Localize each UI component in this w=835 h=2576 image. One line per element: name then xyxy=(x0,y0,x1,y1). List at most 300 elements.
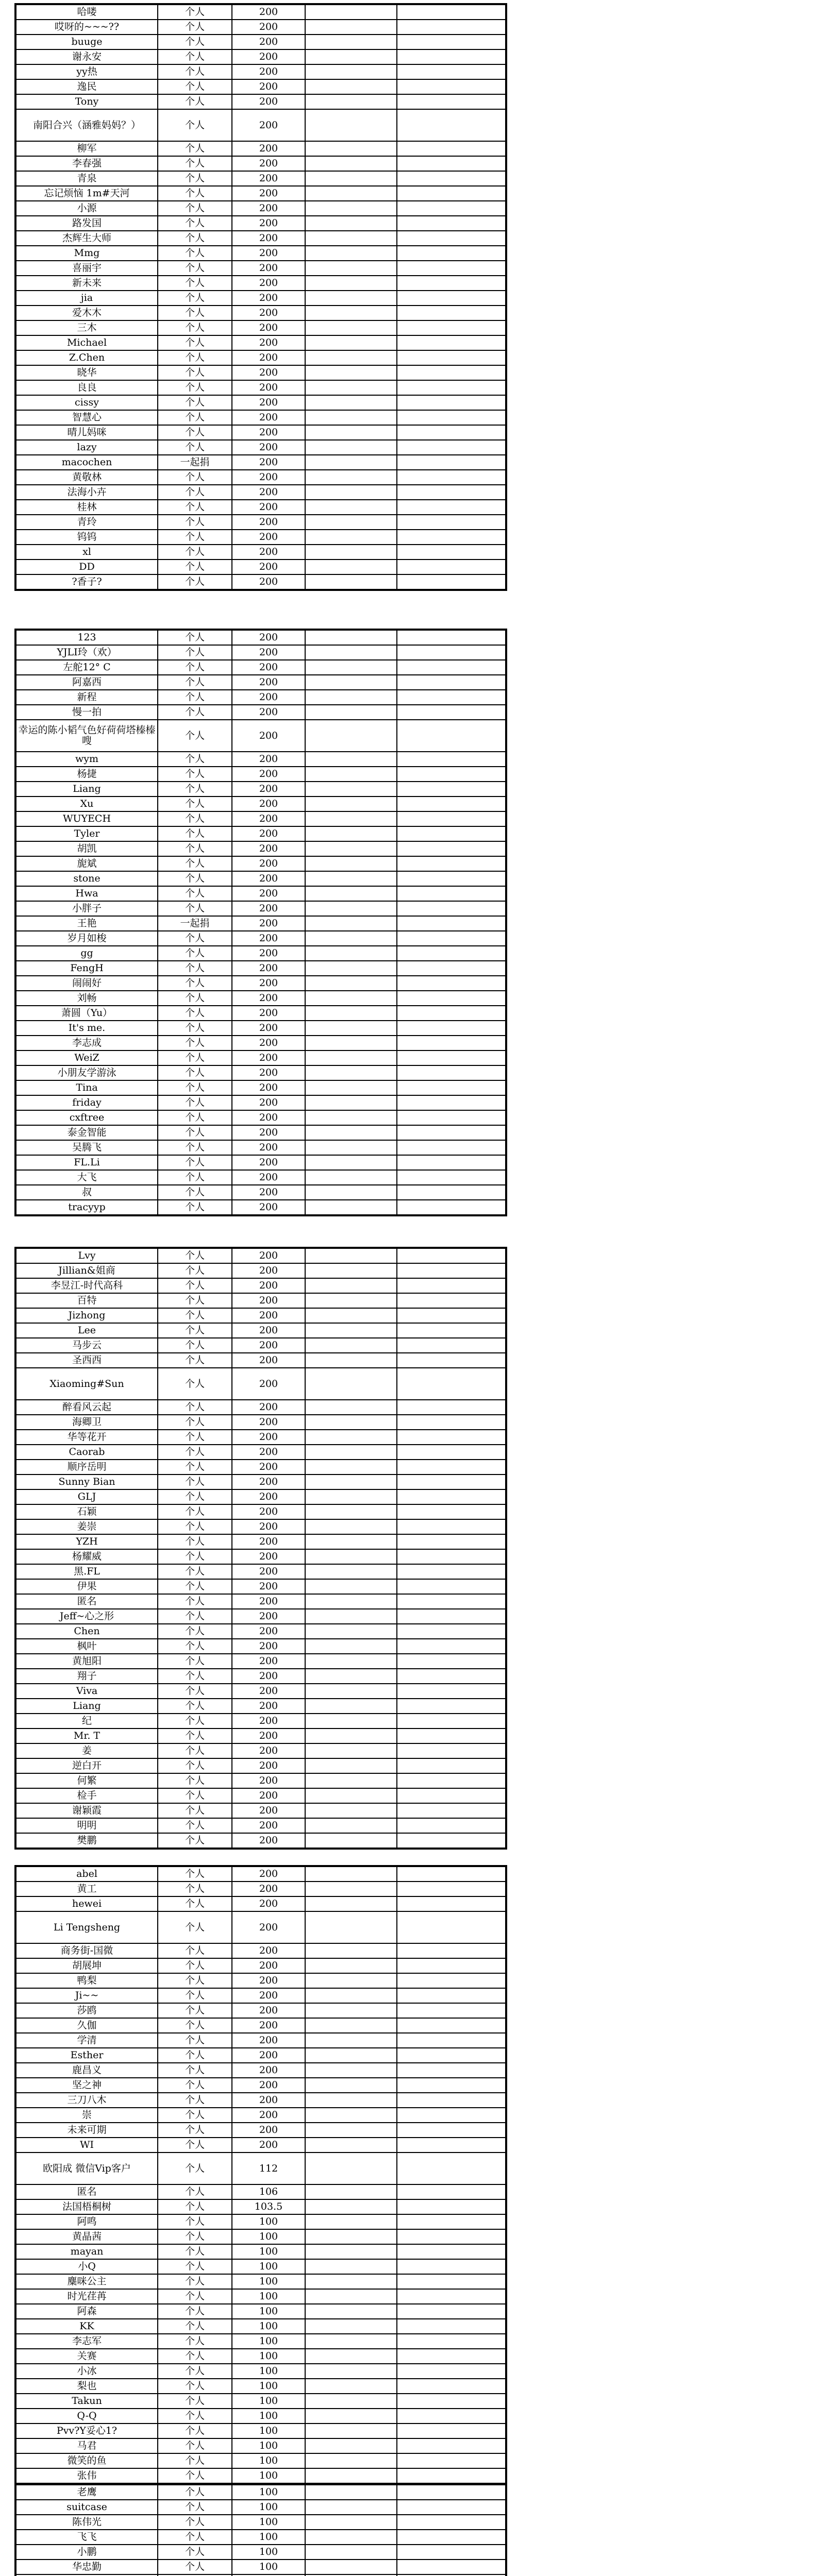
blank-cell xyxy=(305,1943,397,1958)
blank-cell xyxy=(397,246,506,261)
table-row xyxy=(15,1654,506,1669)
donor-name-cell: Jizhong xyxy=(15,1308,158,1323)
donor-name-cell: 晴儿妈咪 xyxy=(15,425,158,440)
donation-type-cell: 个人 xyxy=(158,675,232,690)
donor-name-cell: 何繁 xyxy=(15,1773,158,1788)
donation-type-cell: 个人 xyxy=(158,306,232,320)
amount-cell: 200 xyxy=(232,2123,305,2138)
donor-name-cell: 喜丽宇 xyxy=(15,261,158,276)
donation-type-cell: 个人 xyxy=(158,856,232,871)
amount-cell: 200 xyxy=(232,1050,305,1065)
donor-name-cell: 青泉 xyxy=(15,171,158,186)
blank-cell xyxy=(305,560,397,574)
amount-cell: 200 xyxy=(232,1833,305,1849)
donation-type-cell: 个人 xyxy=(158,380,232,395)
blank-cell xyxy=(397,2424,506,2438)
donor-name-cell: 杨捷 xyxy=(15,767,158,782)
donation-type-cell: 个人 xyxy=(158,796,232,811)
donation-table-2 xyxy=(14,629,507,1216)
table-row xyxy=(15,886,506,901)
blank-cell xyxy=(305,2093,397,2108)
donor-name-cell: 崇 xyxy=(15,2108,158,2123)
donor-name-cell: 姜崇 xyxy=(15,1519,158,1534)
blank-cell xyxy=(305,690,397,705)
blank-cell xyxy=(305,1818,397,1833)
donor-name-cell: 三刀八木 xyxy=(15,2093,158,2108)
blank-cell xyxy=(305,2259,397,2274)
table-row xyxy=(15,2319,506,2334)
blank-cell xyxy=(397,395,506,410)
blank-cell xyxy=(397,1293,506,1308)
donor-name-cell: 伊果 xyxy=(15,1579,158,1594)
blank-cell xyxy=(305,660,397,675)
amount-cell: 200 xyxy=(232,916,305,931)
blank-cell xyxy=(397,35,506,49)
blank-cell xyxy=(397,1050,506,1065)
table-row xyxy=(15,705,506,720)
blank-cell xyxy=(305,2304,397,2319)
donor-name-cell: Mmg xyxy=(15,246,158,261)
blank-cell xyxy=(305,306,397,320)
amount-cell: 200 xyxy=(232,470,305,485)
table-row xyxy=(15,500,506,515)
donation-type-cell: 个人 xyxy=(158,2453,232,2468)
donor-name-cell: Xiaoming#Sun xyxy=(15,1368,158,1400)
amount-cell: 200 xyxy=(232,886,305,901)
amount-cell: 200 xyxy=(232,1504,305,1519)
donation-type-cell: 个人 xyxy=(158,2334,232,2349)
donation-type-cell: 个人 xyxy=(158,335,232,350)
donor-name-cell: Viva xyxy=(15,1684,158,1699)
table-row xyxy=(15,1263,506,1278)
table-row xyxy=(15,841,506,856)
blank-cell xyxy=(397,931,506,946)
table-row xyxy=(15,2199,506,2214)
blank-cell xyxy=(305,991,397,1006)
blank-cell xyxy=(305,871,397,886)
donor-name-cell: 小朋友学游泳 xyxy=(15,1065,158,1080)
table-row xyxy=(15,1308,506,1323)
amount-cell: 100 xyxy=(232,2394,305,2409)
blank-cell xyxy=(305,1654,397,1669)
blank-cell xyxy=(397,916,506,931)
blank-cell xyxy=(397,306,506,320)
amount-cell: 200 xyxy=(232,485,305,500)
amount-cell: 200 xyxy=(232,1338,305,1353)
blank-cell xyxy=(397,1475,506,1489)
donation-type-cell: 个人 xyxy=(158,574,232,590)
donation-type-cell: 个人 xyxy=(158,276,232,291)
amount-cell: 100 xyxy=(232,2438,305,2453)
blank-cell xyxy=(305,2545,397,2560)
blank-cell xyxy=(397,1818,506,1833)
blank-cell xyxy=(397,455,506,470)
donor-name-cell: wym xyxy=(15,752,158,767)
donation-type-cell: 个人 xyxy=(158,4,232,20)
donor-name-cell: 萧圆（Yu） xyxy=(15,1006,158,1021)
donor-name-cell: 李志军 xyxy=(15,2334,158,2349)
donor-name-cell: 马君 xyxy=(15,2438,158,2453)
blank-cell xyxy=(397,1140,506,1155)
blank-cell xyxy=(305,1308,397,1323)
donor-name-cell: abel xyxy=(15,1866,158,1882)
amount-cell: 200 xyxy=(232,1911,305,1943)
donor-name-cell: 时光荏苒 xyxy=(15,2289,158,2304)
blank-cell xyxy=(397,2184,506,2199)
blank-cell xyxy=(397,365,506,380)
blank-cell xyxy=(397,20,506,35)
amount-cell: 200 xyxy=(232,1743,305,1758)
donation-type-cell: 个人 xyxy=(158,94,232,109)
amount-cell: 100 xyxy=(232,2319,305,2334)
blank-cell xyxy=(397,660,506,675)
donation-type-cell: 个人 xyxy=(158,1743,232,1758)
donor-name-cell: 小胖子 xyxy=(15,901,158,916)
donation-type-cell: 个人 xyxy=(158,1263,232,1278)
donor-name-cell: 石颖 xyxy=(15,1504,158,1519)
donor-name-cell: WUYECH xyxy=(15,811,158,826)
donor-name-cell: 小Q xyxy=(15,2259,158,2274)
donation-type-cell: 个人 xyxy=(158,1973,232,1988)
table-row xyxy=(15,1200,506,1215)
table-row xyxy=(15,560,506,574)
donation-type-cell: 个人 xyxy=(158,395,232,410)
donation-type-cell: 个人 xyxy=(158,1248,232,1263)
table-row xyxy=(15,2184,506,2199)
blank-cell xyxy=(305,1896,397,1911)
donation-type-cell: 个人 xyxy=(158,2304,232,2319)
donation-type-cell: 个人 xyxy=(158,2530,232,2545)
donation-type-cell: 个人 xyxy=(158,841,232,856)
table-row xyxy=(15,1155,506,1170)
blank-cell xyxy=(397,410,506,425)
amount-cell: 106 xyxy=(232,2184,305,2199)
blank-cell xyxy=(305,574,397,590)
blank-cell xyxy=(397,470,506,485)
blank-cell xyxy=(397,530,506,545)
donation-type-cell: 个人 xyxy=(158,49,232,64)
blank-cell xyxy=(305,767,397,782)
donor-name-cell: 慢一拍 xyxy=(15,705,158,720)
donation-type-cell: 个人 xyxy=(158,2364,232,2379)
donor-name-cell: 海卿卫 xyxy=(15,1415,158,1430)
donor-name-cell: 逆白开 xyxy=(15,1758,158,1773)
amount-cell: 100 xyxy=(232,2349,305,2364)
amount-cell: 200 xyxy=(232,246,305,261)
blank-cell xyxy=(305,1866,397,1882)
amount-cell: 200 xyxy=(232,171,305,186)
blank-cell xyxy=(305,826,397,841)
blank-cell xyxy=(397,231,506,246)
donation-type-cell: 个人 xyxy=(158,440,232,455)
donor-name-cell: cissy xyxy=(15,395,158,410)
blank-cell xyxy=(397,49,506,64)
blank-cell xyxy=(305,976,397,991)
donation-type-cell: 个人 xyxy=(158,1308,232,1323)
blank-cell xyxy=(397,1353,506,1368)
donation-type-cell: 个人 xyxy=(158,261,232,276)
donor-name-cell: 樊鹏 xyxy=(15,1833,158,1849)
table-row xyxy=(15,1594,506,1609)
blank-cell xyxy=(305,276,397,291)
donor-name-cell: Chen xyxy=(15,1624,158,1639)
amount-cell: 200 xyxy=(232,841,305,856)
amount-cell: 200 xyxy=(232,320,305,335)
blank-cell xyxy=(397,1095,506,1110)
donor-name-cell: 胡凯 xyxy=(15,841,158,856)
donor-name-cell: 新未来 xyxy=(15,276,158,291)
blank-cell xyxy=(397,291,506,306)
donation-type-cell: 个人 xyxy=(158,35,232,49)
donation-type-cell: 个人 xyxy=(158,2424,232,2438)
blank-cell xyxy=(397,1609,506,1624)
blank-cell xyxy=(305,291,397,306)
donation-type-cell: 个人 xyxy=(158,560,232,574)
blank-cell xyxy=(397,440,506,455)
donation-type-cell: 个人 xyxy=(158,2093,232,2108)
donor-name-cell: 李昱江-时代高科 xyxy=(15,1278,158,1293)
donation-type-cell: 个人 xyxy=(158,156,232,171)
blank-cell xyxy=(305,1973,397,1988)
amount-cell: 200 xyxy=(232,261,305,276)
donation-type-cell: 个人 xyxy=(158,1803,232,1818)
amount-cell: 200 xyxy=(232,1415,305,1430)
table-row xyxy=(15,2304,506,2319)
donation-type-cell: 个人 xyxy=(158,1353,232,1368)
amount-cell: 200 xyxy=(232,1896,305,1911)
amount-cell: 200 xyxy=(232,35,305,49)
blank-cell xyxy=(305,1263,397,1278)
table-row xyxy=(15,1714,506,1728)
blank-cell xyxy=(397,79,506,94)
table-row xyxy=(15,1728,506,1743)
table-row xyxy=(15,961,506,976)
amount-cell: 200 xyxy=(232,455,305,470)
blank-cell xyxy=(305,425,397,440)
table-row xyxy=(15,856,506,871)
blank-cell xyxy=(305,2468,397,2484)
donation-type-cell: 个人 xyxy=(158,2409,232,2424)
donor-name-cell: friday xyxy=(15,1095,158,1110)
table-row xyxy=(15,1338,506,1353)
donor-name-cell: Michael xyxy=(15,335,158,350)
donation-type-cell: 个人 xyxy=(158,1833,232,1849)
table-row xyxy=(15,946,506,961)
table-row xyxy=(15,2123,506,2138)
table-row xyxy=(15,1684,506,1699)
blank-cell xyxy=(305,1958,397,1973)
blank-cell xyxy=(397,946,506,961)
amount-cell: 200 xyxy=(232,79,305,94)
blank-cell xyxy=(305,1185,397,1200)
table-row xyxy=(15,186,506,201)
donor-name-cell: xl xyxy=(15,545,158,560)
table-row xyxy=(15,1006,506,1021)
amount-cell: 200 xyxy=(232,1669,305,1684)
blank-cell xyxy=(305,1200,397,1215)
blank-cell xyxy=(397,976,506,991)
blank-cell xyxy=(305,2334,397,2349)
table-row xyxy=(15,1833,506,1849)
donation-type-cell: 个人 xyxy=(158,2048,232,2063)
table-row xyxy=(15,2438,506,2453)
donor-name-cell: 杨耀威 xyxy=(15,1549,158,1564)
donor-name-cell: Jillian&姐商 xyxy=(15,1263,158,1278)
amount-cell: 100 xyxy=(232,2500,305,2515)
blank-cell xyxy=(397,782,506,796)
table-row xyxy=(15,1323,506,1338)
donor-name-cell: 华等花开 xyxy=(15,1430,158,1445)
blank-cell xyxy=(397,2093,506,2108)
blank-cell xyxy=(397,1065,506,1080)
blank-cell xyxy=(305,2394,397,2409)
blank-cell xyxy=(397,1911,506,1943)
amount-cell: 200 xyxy=(232,1475,305,1489)
donor-name-cell: 李春强 xyxy=(15,156,158,171)
blank-cell xyxy=(397,1624,506,1639)
amount-cell: 200 xyxy=(232,276,305,291)
blank-cell xyxy=(305,485,397,500)
donation-table-1 xyxy=(14,3,507,591)
donation-type-cell: 个人 xyxy=(158,2153,232,2184)
donor-name-cell: 忘记烦恼 1m#天河 xyxy=(15,186,158,201)
blank-cell xyxy=(305,1323,397,1338)
table-row xyxy=(15,1609,506,1624)
donation-type-cell: 个人 xyxy=(158,425,232,440)
amount-cell: 200 xyxy=(232,306,305,320)
donation-type-cell: 个人 xyxy=(158,515,232,530)
donor-name-cell: 王艳 xyxy=(15,916,158,931)
table-row xyxy=(15,395,506,410)
donation-type-cell: 一起捐 xyxy=(158,455,232,470)
table-row xyxy=(15,2394,506,2409)
donation-type-cell: 个人 xyxy=(158,1368,232,1400)
table-row xyxy=(15,35,506,49)
amount-cell: 200 xyxy=(232,1534,305,1549)
donor-name-cell: 顺序岳明 xyxy=(15,1460,158,1475)
donor-name-cell: 鸭梨 xyxy=(15,1973,158,1988)
table-row xyxy=(15,1400,506,1415)
amount-cell: 200 xyxy=(232,1353,305,1368)
table-row xyxy=(15,1430,506,1445)
donor-name-cell: 左舵12° C xyxy=(15,660,158,675)
blank-cell xyxy=(397,1323,506,1338)
blank-cell xyxy=(397,350,506,365)
table-row xyxy=(15,1170,506,1185)
table-row xyxy=(15,1639,506,1654)
blank-cell xyxy=(397,901,506,916)
blank-cell xyxy=(305,1036,397,1050)
blank-cell xyxy=(397,2078,506,2093)
donation-type-cell: 个人 xyxy=(158,2018,232,2033)
donation-type-cell: 个人 xyxy=(158,991,232,1006)
blank-cell xyxy=(397,1368,506,1400)
blank-cell xyxy=(397,690,506,705)
blank-cell xyxy=(305,1415,397,1430)
donation-type-cell: 个人 xyxy=(158,2515,232,2530)
donor-name-cell: 匿名 xyxy=(15,1594,158,1609)
donation-type-cell: 个人 xyxy=(158,320,232,335)
donation-type-cell: 个人 xyxy=(158,660,232,675)
donor-name-cell: 小源 xyxy=(15,201,158,216)
amount-cell: 200 xyxy=(232,64,305,79)
table-row xyxy=(15,291,506,306)
amount-cell: 200 xyxy=(232,186,305,201)
donor-name-cell: FL.Li xyxy=(15,1155,158,1170)
amount-cell: 200 xyxy=(232,380,305,395)
donation-type-cell: 个人 xyxy=(158,545,232,560)
donor-name-cell: 钨钨 xyxy=(15,530,158,545)
blank-cell xyxy=(305,35,397,49)
blank-cell xyxy=(305,916,397,931)
blank-cell xyxy=(305,2153,397,2184)
donation-type-cell: 个人 xyxy=(158,1654,232,1669)
table-row xyxy=(15,1353,506,1368)
blank-cell xyxy=(305,720,397,752)
donor-name-cell: Z.Chen xyxy=(15,350,158,365)
table-row xyxy=(15,455,506,470)
table-row xyxy=(15,1489,506,1504)
amount-cell: 200 xyxy=(232,1308,305,1323)
amount-cell: 200 xyxy=(232,109,305,141)
table-row xyxy=(15,1095,506,1110)
donor-name-cell: jia xyxy=(15,291,158,306)
blank-cell xyxy=(305,886,397,901)
table-row xyxy=(15,720,506,752)
blank-cell xyxy=(305,901,397,916)
amount-cell: 200 xyxy=(232,2138,305,2153)
blank-cell xyxy=(397,1958,506,1973)
table-row xyxy=(15,276,506,291)
donor-name-cell: 路发国 xyxy=(15,216,158,231)
donation-type-cell: 个人 xyxy=(158,1400,232,1415)
donor-name-cell: 青玲 xyxy=(15,515,158,530)
table-row xyxy=(15,1973,506,1988)
table-row xyxy=(15,2274,506,2289)
amount-cell: 200 xyxy=(232,1609,305,1624)
amount-cell: 200 xyxy=(232,1684,305,1699)
blank-cell xyxy=(397,2244,506,2259)
donor-name-cell: 关赛 xyxy=(15,2349,158,2364)
blank-cell xyxy=(305,335,397,350)
donation-type-cell: 个人 xyxy=(158,2560,232,2574)
amount-cell: 200 xyxy=(232,645,305,660)
blank-cell xyxy=(305,1594,397,1609)
table-row xyxy=(15,991,506,1006)
table-row xyxy=(15,410,506,425)
blank-cell xyxy=(305,1368,397,1400)
donor-name-cell: 胡展坤 xyxy=(15,1958,158,1973)
blank-cell xyxy=(397,2319,506,2334)
blank-cell xyxy=(397,720,506,752)
blank-cell xyxy=(397,2214,506,2229)
amount-cell: 200 xyxy=(232,2018,305,2033)
donor-name-cell: 123 xyxy=(15,630,158,645)
donor-name-cell: 黄工 xyxy=(15,1882,158,1896)
amount-cell: 200 xyxy=(232,20,305,35)
table-row xyxy=(15,1564,506,1579)
blank-cell xyxy=(305,1504,397,1519)
blank-cell xyxy=(397,1504,506,1519)
amount-cell: 200 xyxy=(232,440,305,455)
amount-cell: 200 xyxy=(232,1788,305,1803)
table-row xyxy=(15,141,506,156)
donor-name-cell: FengH xyxy=(15,961,158,976)
donor-name-cell: suitcase xyxy=(15,2500,158,2515)
amount-cell: 200 xyxy=(232,1699,305,1714)
donation-type-cell: 个人 xyxy=(158,1684,232,1699)
amount-cell: 100 xyxy=(232,2229,305,2244)
